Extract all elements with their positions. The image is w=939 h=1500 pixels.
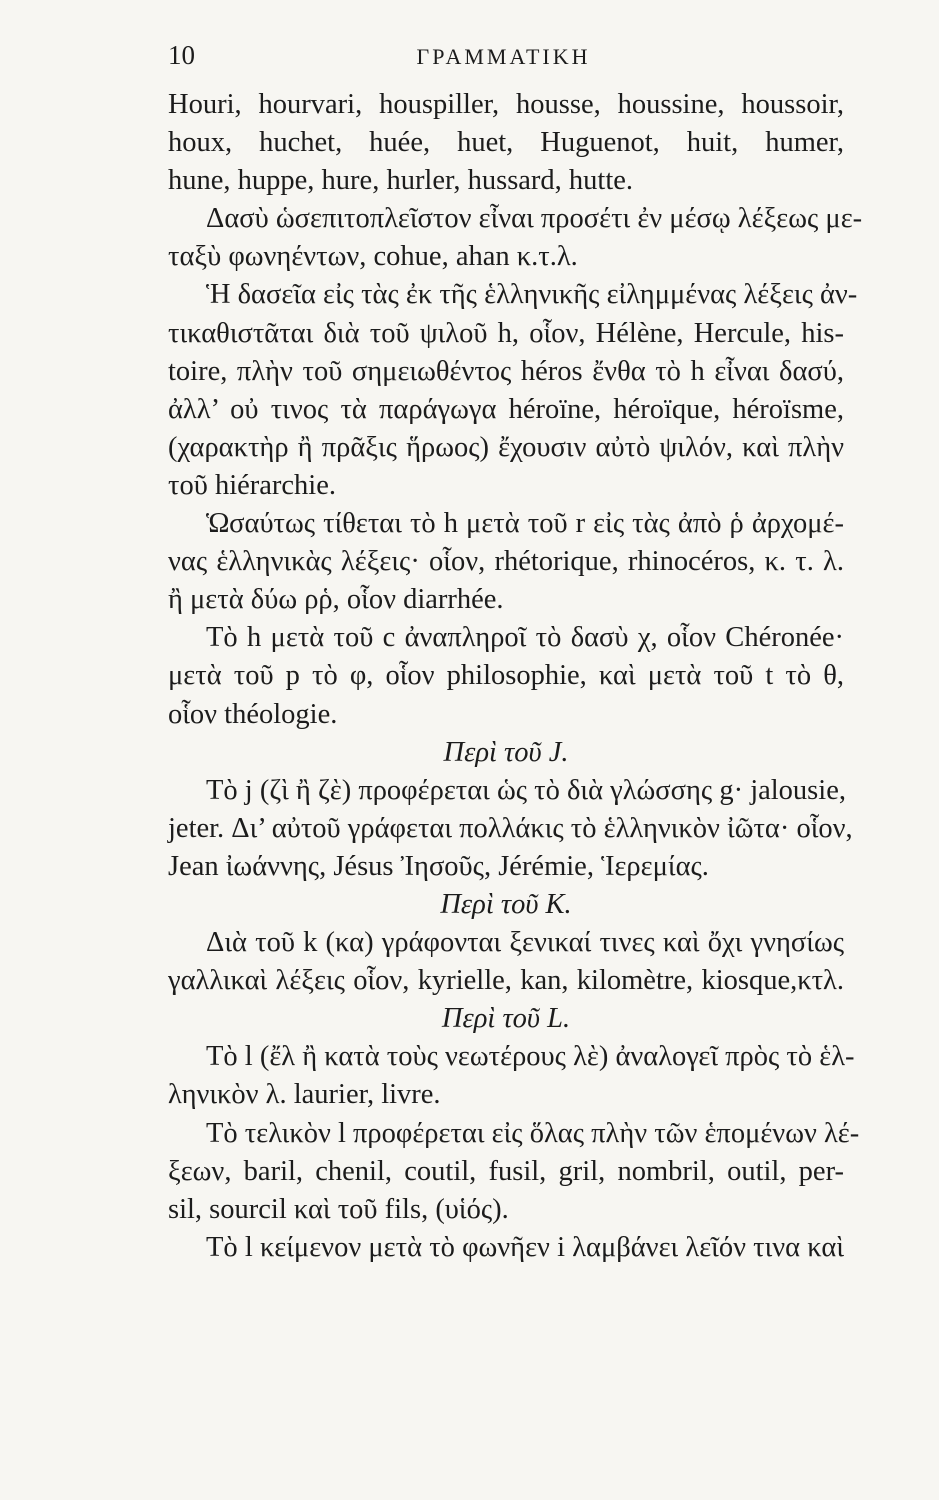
text-line: νας ἑλληνικὰς λέξεις· οἷον, rhétorique, rhinocéros, κ. τ. λ. [168, 546, 844, 578]
page-header [168, 40, 839, 76]
text-line: ἢ μετὰ δύω ρῥ, οἷον diarrhée. [168, 584, 504, 616]
text-line: (χαρακτὴρ ἢ πρᾶξις ἥρωος) ἔχουσιν αὐτὸ ψιλόν, καὶ πλὴν [168, 431, 844, 463]
text-line: Δασὺ ὡσεπιτοπλεῖστον εἶναι προσέτι ἐν μέσῳ λέξεως με- [206, 203, 863, 235]
text-line: Τὸ τελικὸν l προφέρεται εἰς ὅλας πλὴν τῶν ἑπομένων λέ- [206, 1117, 860, 1149]
text-line: hune, huppe, hure, hurler, hussard, hutte. [168, 165, 634, 197]
text-line: jeter. Δι’ αὐτοῦ γράφεται πολλάκις τὸ ἑλληνικὸν ἰῶτα· οἷον, [168, 812, 853, 844]
text-line: Διὰ τοῦ k (κα) γράφονται ξενικαί τινες καὶ ὄχι γνησίως [206, 927, 844, 959]
text-line: Houri, hourvari, houspiller, housse, houssine, houssoir, [168, 89, 844, 120]
text-line: Τὸ l κείμενον μετὰ τὸ φωνῆεν i λαμβάνει λεῖόν τινα καὶ [206, 1231, 844, 1263]
text-line: sil, sourcil καὶ τοῦ fils, (υἱός). [168, 1193, 509, 1225]
text-line: toire, πλὴν τοῦ σημειωθέντος héros ἔνθα τὸ h εἶναι δασύ, [168, 355, 844, 387]
text-line: Τὸ h μετὰ τοῦ c ἀναπληροῖ τὸ δασὺ χ, οἷον Chéronée· [206, 622, 844, 654]
text-line: τικαθιστᾶται διὰ τοῦ ψιλοῦ h, οἷον, Hélène, Hercule, his- [168, 317, 844, 349]
text-line: Ἡ δασεῖα εἰς τὰς ἐκ τῆς ἑλληνικῆς εἰλημμένας λέξεις ἀν- [206, 279, 858, 311]
text-line: ἀλλ’ οὐ τινος τὰ παράγωγα héroïne, héroïque, héroïsme, [168, 393, 844, 425]
section-heading: Περὶ τοῦ J. [443, 736, 569, 768]
text-line: γαλλικαὶ λέξεις οἷον, kyrielle, kan, kilomètre, kiosque,κτλ. [168, 965, 844, 997]
text-line: μετὰ τοῦ p τὸ φ, οἷον philosophie, καὶ μετὰ τοῦ t τὸ θ, [168, 660, 844, 692]
page-number: 10 [168, 40, 195, 70]
running-title: ΓΡΑΜΜΑΤΙΚΗ [416, 44, 591, 69]
text-line: τοῦ hiérarchie. [168, 469, 336, 501]
text-line: houx, huchet, huée, huet, Huguenot, huit, humer, [168, 127, 844, 159]
text-line: Τὸ l (ἔλ ἢ κατὰ τοὺς νεωτέρους λὲ) ἀναλογεῖ πρὸς τὸ ἑλ- [206, 1041, 855, 1073]
page-body-text [168, 86, 863, 1267]
text-line: Ὡσαύτως τίθεται τὸ h μετὰ τοῦ r εἰς τὰς ἀπὸ ῥ ἀρχομέ- [206, 508, 844, 540]
text-line: οἷον théologie. [168, 698, 338, 730]
text-line: Τὸ j (ζὶ ἢ ζὲ) προφέρεται ὡς τὸ διὰ γλώσσης g· jalousie, [206, 774, 846, 806]
text-line: ληνικὸν λ. laurier, livre. [168, 1079, 441, 1111]
text-line: ταξὺ φωνηέντων, cohue, ahan κ.τ.λ. [168, 241, 578, 273]
text-line: ξεων, baril, chenil, coutil, fusil, gril, nombril, outil, per- [168, 1155, 844, 1187]
section-heading: Περὶ τοῦ K. [440, 888, 572, 920]
section-heading: Περὶ τοῦ L. [441, 1003, 571, 1035]
text-line: Jean ἰωάννης, Jésus Ἰησοῦς, Jérémie, Ἱερεμίας. [168, 850, 709, 882]
